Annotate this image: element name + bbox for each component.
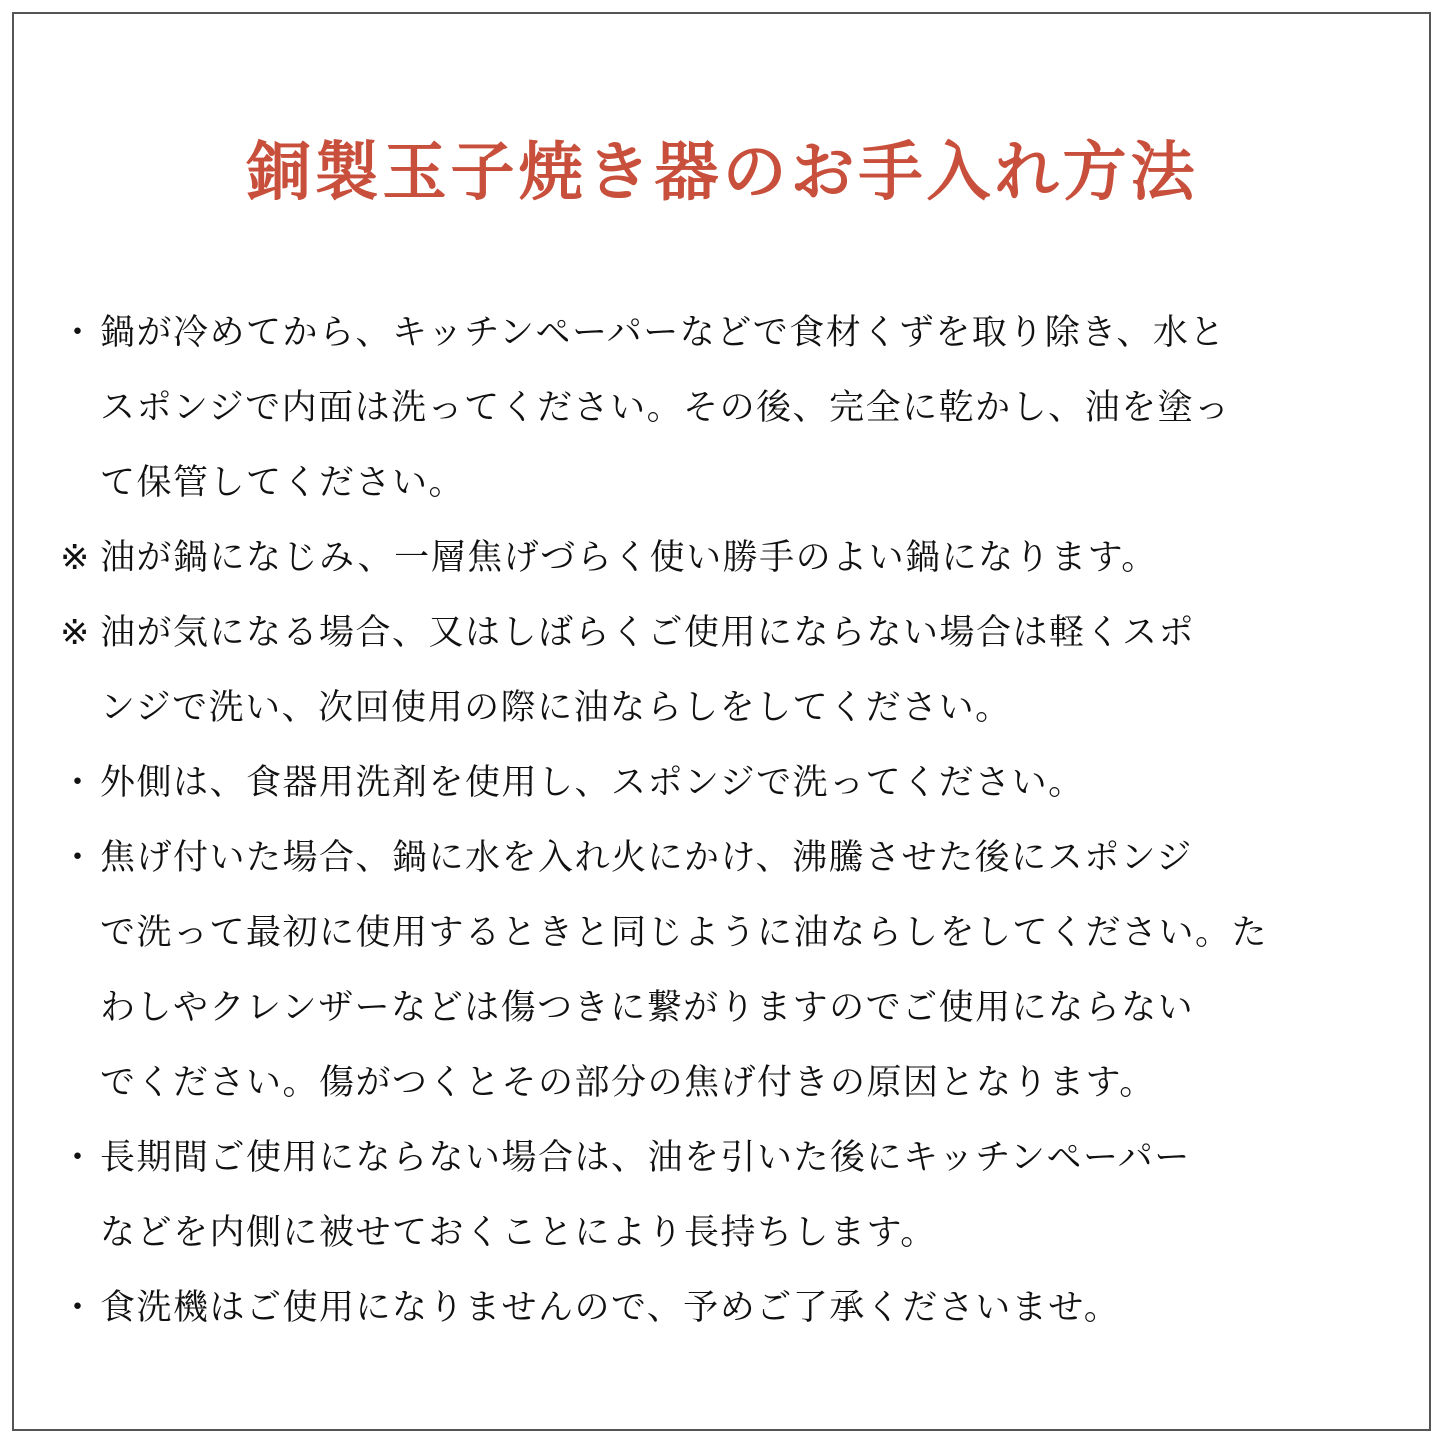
item-text-line: などを内側に被せておくことにより長持ちします。 — [100, 1213, 937, 1253]
bullet-marker: ・ — [60, 838, 97, 878]
list-item — [60, 521, 1400, 596]
list-item — [60, 296, 1400, 521]
item-text-line: ンジで洗い、次回使用の際に油ならしをしてください。 — [100, 688, 1012, 728]
item-text-line: 食洗機はご使用になりませんので、予めご了承くださいませ。 — [100, 1288, 1121, 1328]
item-text-line: スポンジで内面は洗ってください。その後、完全に乾かし、油を塗っ — [100, 388, 1231, 428]
item-text-line: 鍋が冷めてから、キッチンペーパーなどで食材くずを取り除き、水と — [100, 313, 1226, 353]
item-text-line: 外側は、食器用洗剤を使用し、スポンジで洗ってください。 — [100, 763, 1085, 803]
list-item — [60, 1121, 1400, 1271]
care-instructions-list — [60, 296, 1400, 1346]
item-text-line: 長期間ご使用にならない場合は、油を引いた後にキッチンペーパー — [100, 1138, 1191, 1178]
item-text-line: 焦げ付いた場合、鍋に水を入れ火にかけ、沸騰させた後にスポンジ — [100, 838, 1193, 878]
list-item — [60, 746, 1400, 821]
list-item — [60, 596, 1400, 746]
note-marker: ※ — [60, 538, 91, 578]
bullet-marker: ・ — [60, 1288, 97, 1328]
note-marker: ※ — [60, 613, 91, 653]
item-text-line: で洗って最初に使用するときと同じように油ならしをしてください。た — [100, 913, 1269, 953]
bullet-marker: ・ — [60, 763, 97, 803]
item-text-line: て保管してください。 — [100, 463, 466, 503]
item-text-line: 油が鍋になじみ、一層焦げづらく使い勝手のよい鍋になります。 — [100, 538, 1158, 578]
page-title: 銅製玉子焼き器のお手入れ方法 — [246, 136, 1199, 210]
list-item — [60, 1271, 1400, 1346]
bullet-marker: ・ — [60, 1138, 97, 1178]
bullet-marker: ・ — [60, 313, 97, 353]
item-text-line: 油が気になる場合、又はしばらくご使用にならない場合は軽くスポ — [100, 613, 1196, 653]
item-text-line: でください。傷がつくとその部分の焦げ付きの原因となります。 — [100, 1063, 1156, 1103]
item-text-line: わしやクレンザーなどは傷つきに繋がりますのでご使用にならない — [100, 988, 1195, 1028]
list-item — [60, 821, 1400, 1121]
